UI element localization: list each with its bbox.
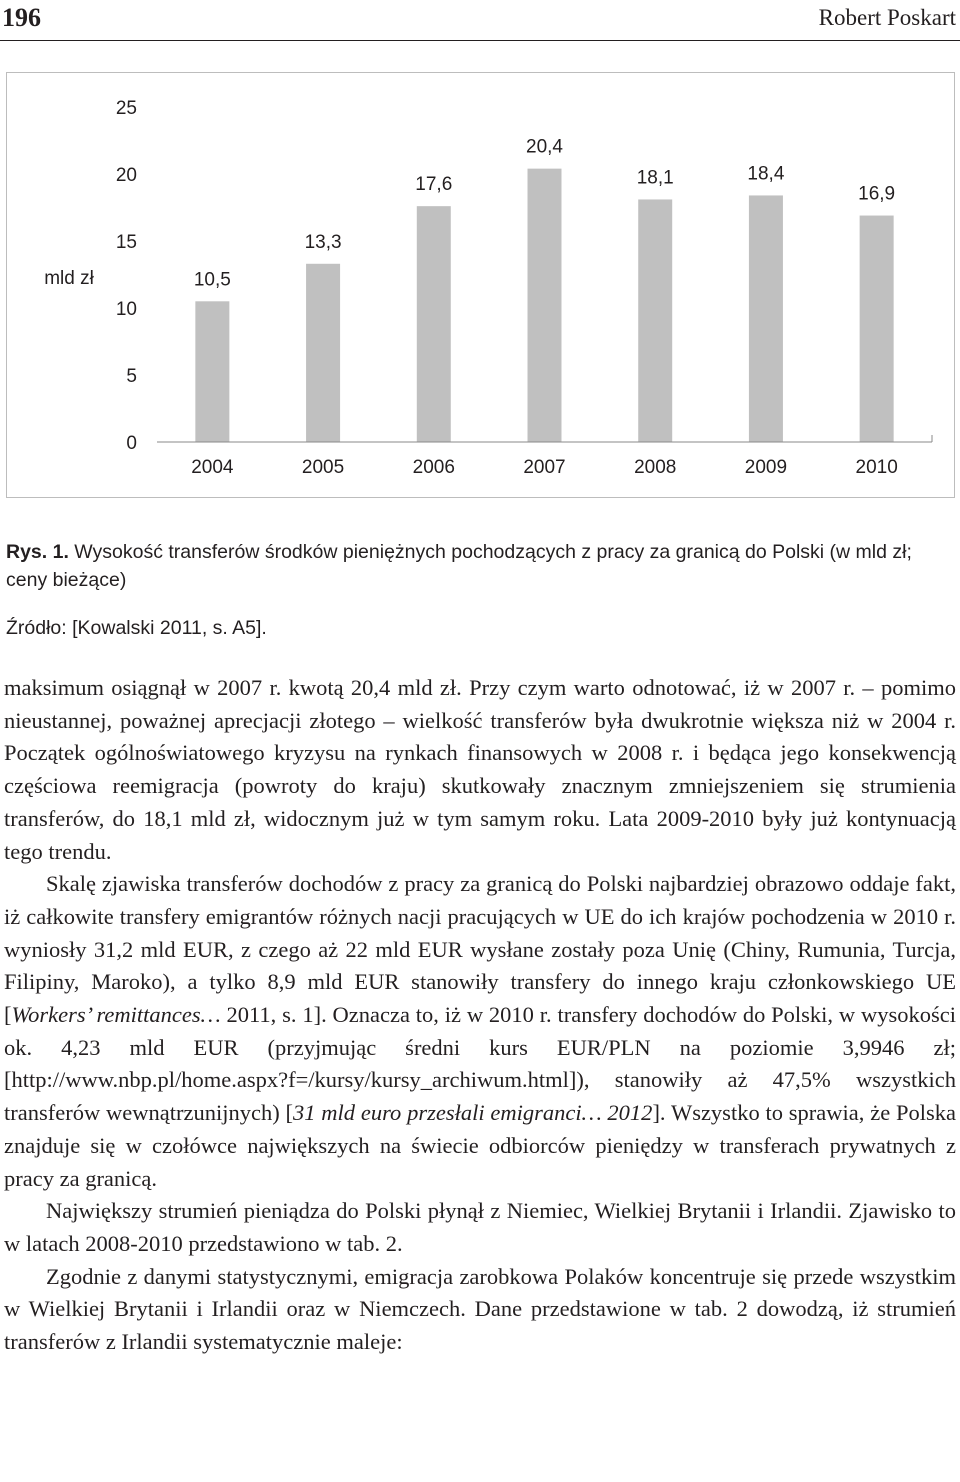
paragraph <box>4 868 956 1195</box>
x-tick-label-2004: 2004 <box>191 457 234 478</box>
bar-2005 <box>306 264 340 442</box>
bar-2006 <box>417 206 451 442</box>
page-number: 196 <box>2 3 41 32</box>
paragraph <box>4 672 956 868</box>
paragraph-text: maksimum osiągnął w 2007 r. kwotą 20,4 mld zł. Przy czym warto odnotować, iż w 2007 r. – pomimo nieustannej, poważnej aprecjacji złotego – wielkość transferów była dwukrotnie większa niż w 2004 r. Początek ogólnoświatowego kryzysu na rynkach finansowych w 2008 r. i będąca jego konsekwencją częściowa reemigracja (powroty do kraju) skutkowały znacznym zmniejszeniem się strumienia transferów, do 18,1 mld zł, widocznym już w tym samym roku. Lata 2009-2010 były już kontynuacją tego trendu. <box>4 675 956 864</box>
y-axis-label: mld zł <box>44 268 94 289</box>
x-tick-label-2008: 2008 <box>634 457 677 478</box>
bar-2008 <box>638 199 672 442</box>
paragraph-text: Zgodnie z danymi statystycznymi, emigracja zarobkowa Polaków koncentruje się przede wszystkim w Wielkiej Brytanii i Irlandii oraz w Niemczech. Dane przedstawione w tab. 2 dowodzą, iż strumień transferów z Irlandii systematycznie maleje: <box>4 1263 956 1355</box>
y-tick-label-1: 5 <box>126 366 137 387</box>
y-tick-label-5: 25 <box>115 98 137 119</box>
figure-label: Rys. 1. <box>6 541 69 563</box>
bar-chart <box>7 73 956 499</box>
y-tick-label-3: 15 <box>115 232 137 253</box>
data-label-2008: 18,1 <box>636 167 674 189</box>
data-label-2004: 10,5 <box>193 269 231 291</box>
figure-caption-text: Wysokość transferów środków pieniężnych pochodzących z pracy za granicą do Polski (w mld zł; ceny bieżące) <box>6 541 912 591</box>
data-label-2009: 18,4 <box>747 163 785 185</box>
body-text <box>4 672 956 1359</box>
x-tick-label-2006: 2006 <box>412 457 455 478</box>
citation-title: Workers’ remittances… <box>11 1002 221 1028</box>
data-label-2005: 13,3 <box>304 231 342 253</box>
bar-2007 <box>528 169 562 442</box>
paragraph <box>4 1261 956 1359</box>
paragraph-text: Skalę zjawiska transferów dochodów z pracy za granicą do Polski najbardziej obrazowo oddaje fakt, iż całkowite transfery emigrantów różnych nacji pracujących w UE do ich krajów pochodzenia w 2010 r. wyniosły 31,2 mld EUR, z czego aż 22 mld EUR wysłane zostały poza Unię (Chiny, Rumunia, Turcja, Filipiny, Maroko), a tylko 8,9 mld EUR stanowiły transfery do innego kraju członkowskiego UE [ <box>4 871 956 1028</box>
running-head-author: Robert Poskart <box>818 5 956 30</box>
x-tick-label-2005: 2005 <box>301 457 345 478</box>
bar-2009 <box>749 195 783 442</box>
bar-2004 <box>195 301 229 442</box>
paragraph-text: Największy strumień pieniądza do Polski płynął z Niemiec, Wielkiej Brytanii i Irlandii. Zjawisko to w latach 2008-2010 przedstawiono w tab. 2. <box>4 1198 956 1256</box>
x-tick-label-2007: 2007 <box>523 457 566 478</box>
y-tick-label-2: 10 <box>115 299 137 320</box>
paragraph-text: ]. Wszystko to sprawia, że Polska znajduje się w czołówce największych na świecie odbiorców pieniędzy w transferach prywatnych z pracy za granicą. <box>4 1100 956 1191</box>
bar-2010 <box>860 216 894 442</box>
figure-chart <box>6 72 955 498</box>
data-label-2007: 20,4 <box>526 136 563 158</box>
citation-title: 31 mld euro przesłali emigranci… 2012 <box>293 1100 653 1126</box>
x-tick-label-2010: 2010 <box>855 457 898 478</box>
figure-caption <box>6 538 956 594</box>
paragraph-text: 2011, s. 1]. Oznacza to, iż w 2010 r. transfery dochodów do Polski, w wysokości ok. 4,23 mld EUR (przyjmując średni kurs EUR/PLN na poziomie 3,9946 zł; [http://www.nbp.pl/home.aspx?f=/kursy/kursy_archiwum.html]), stanowiły aż 47,5% wszystkich transferów wewnątrzunijnych) [ <box>4 1002 956 1126</box>
header-rule <box>0 40 960 41</box>
data-label-2010: 16,9 <box>858 183 896 205</box>
page-header <box>0 0 960 40</box>
data-label-2006: 17,6 <box>415 174 453 196</box>
figure-source: Źródło: [Kowalski 2011, s. A5]. <box>6 617 267 639</box>
paragraph <box>4 1195 956 1260</box>
y-tick-label-0: 0 <box>126 433 137 454</box>
y-tick-label-4: 20 <box>115 165 137 186</box>
x-tick-label-2009: 2009 <box>744 457 788 478</box>
